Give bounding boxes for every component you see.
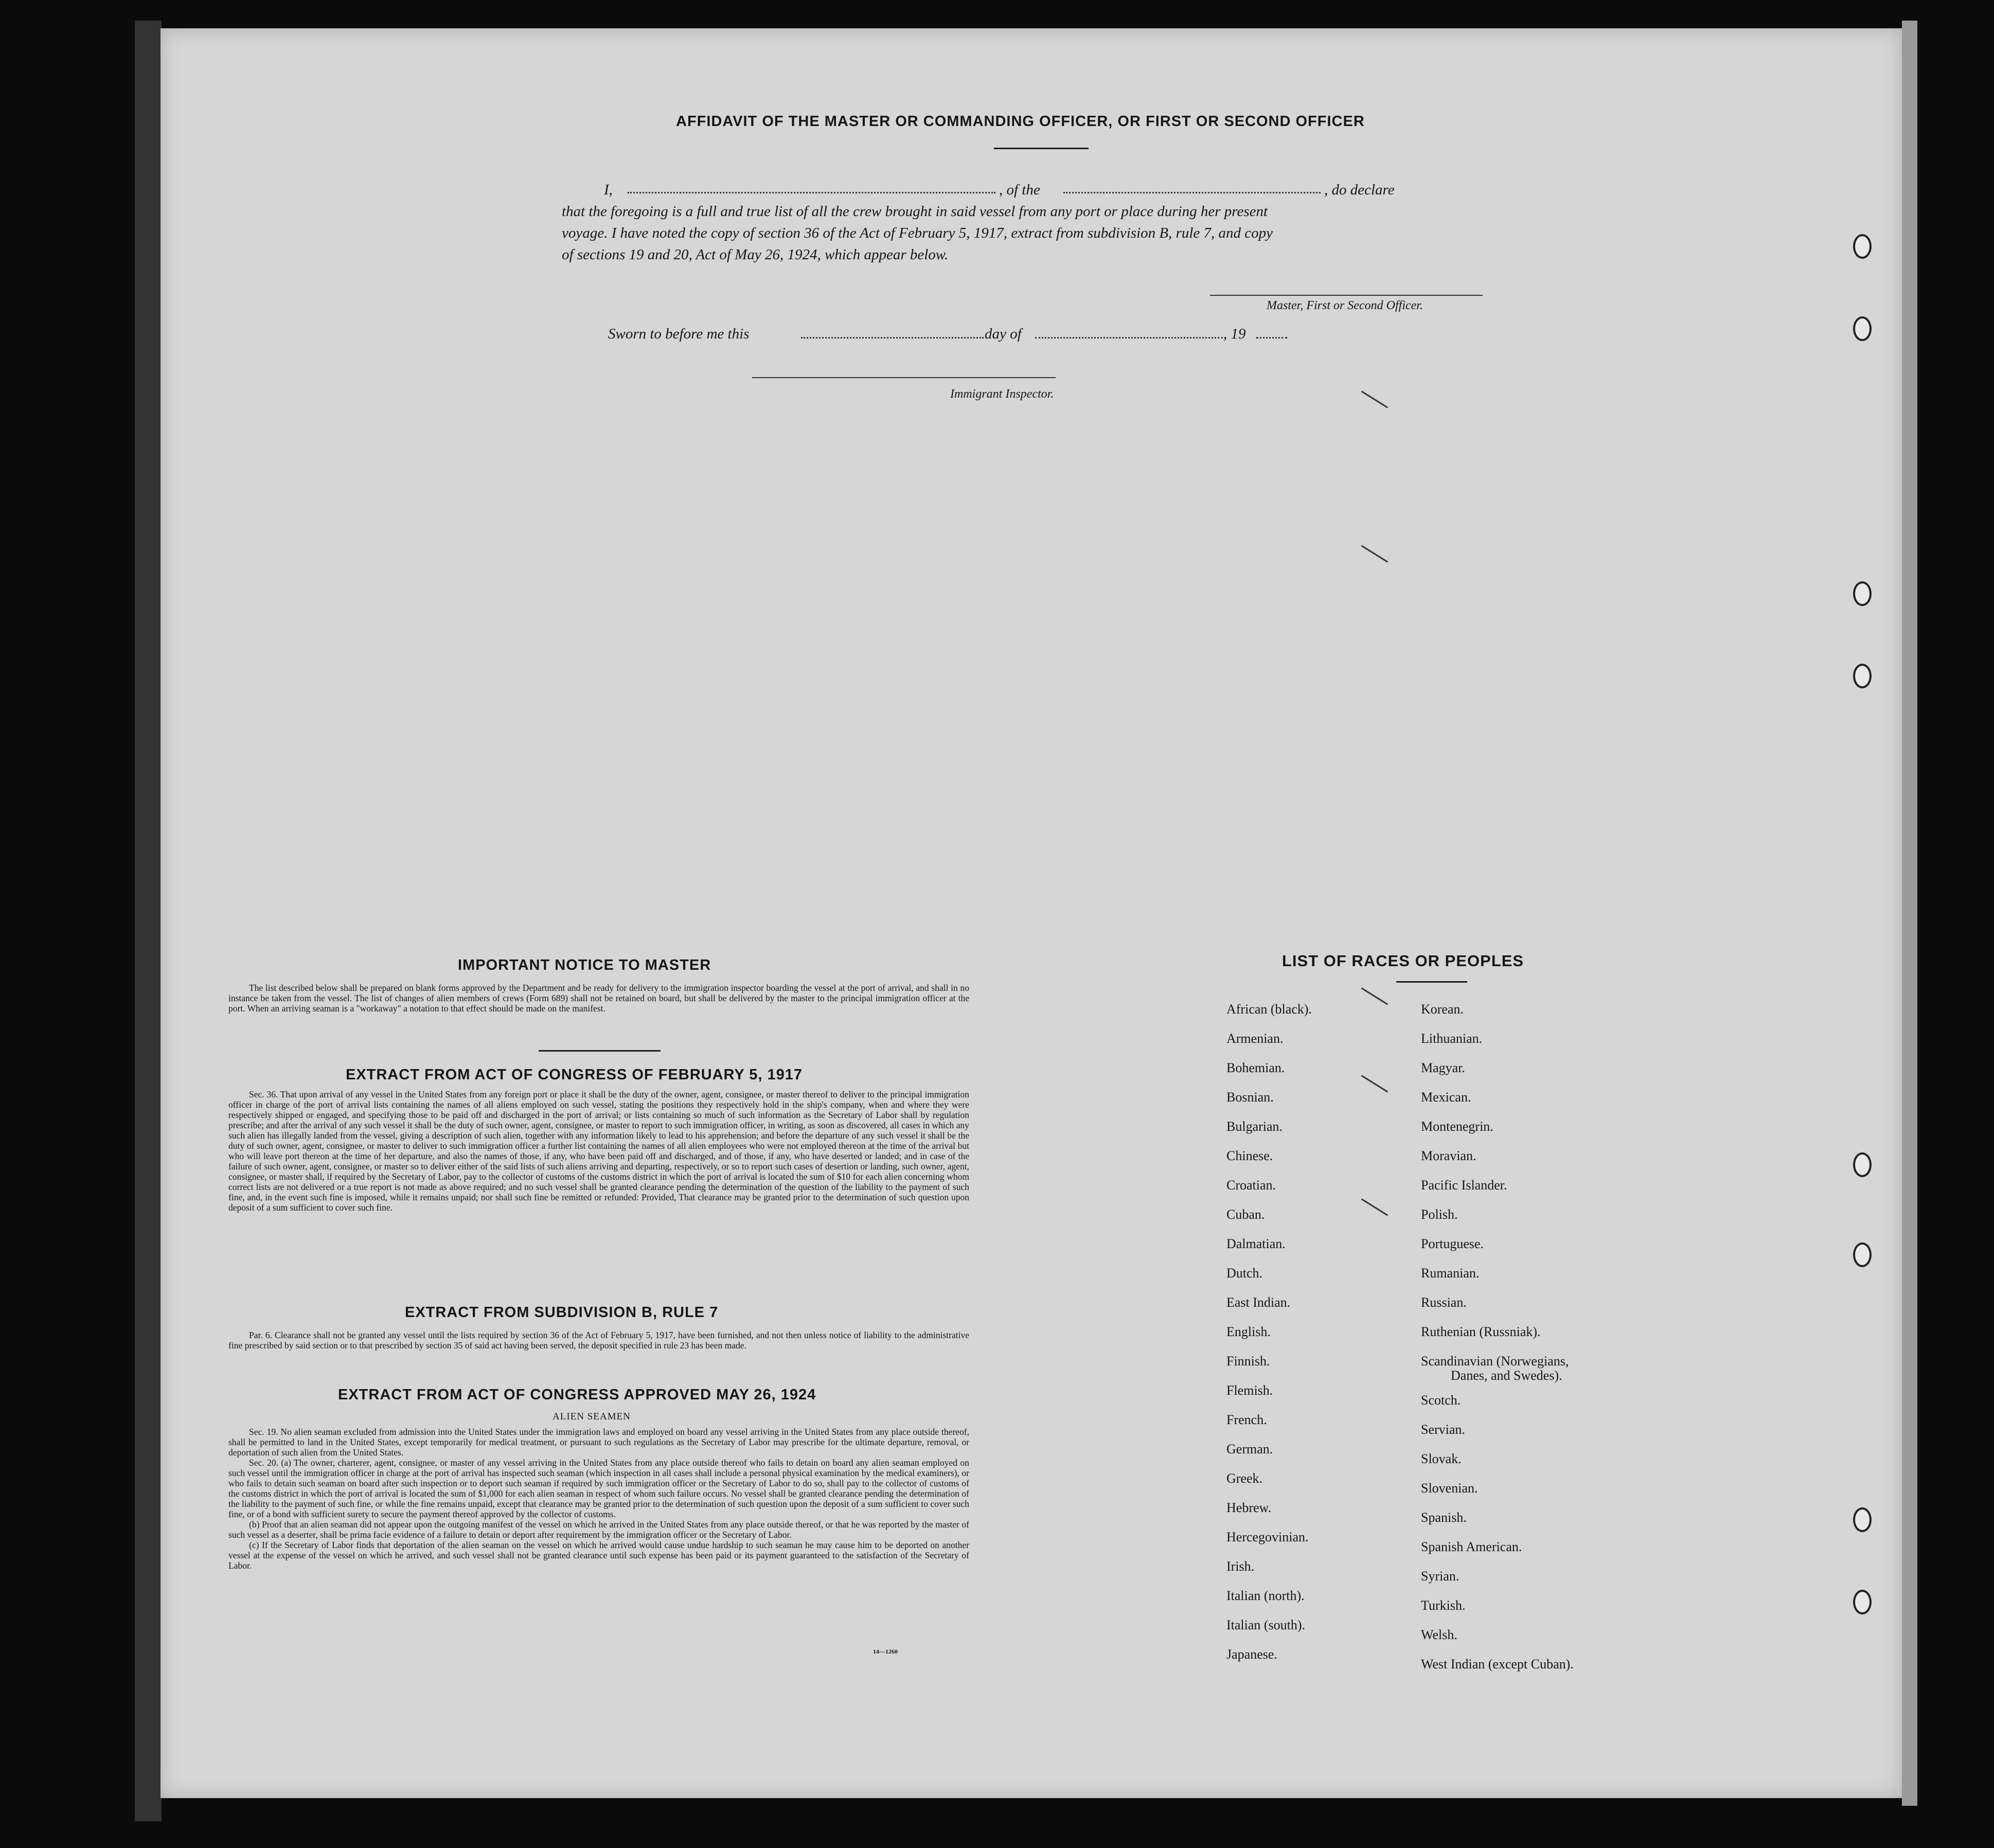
- sworn-text: Sworn to before me this: [608, 326, 750, 342]
- race-item: Korean.: [1421, 1002, 1464, 1017]
- race-item: Bulgarian.: [1226, 1119, 1283, 1134]
- race-item: Ruthenian (Russniak).: [1421, 1324, 1541, 1339]
- notice-text: [228, 983, 969, 1014]
- race-item: Russian.: [1421, 1295, 1467, 1310]
- form-number: 14—1260: [873, 1648, 898, 1655]
- race-item: Dalmatian.: [1226, 1236, 1286, 1251]
- sworn-year-field[interactable]: [1256, 337, 1287, 339]
- race-item: Dutch.: [1226, 1266, 1263, 1281]
- rule7-paragraph: Par. 6. Clearance shall not be granted any vessel until the lists required by section 36 of the Act of February 5, 1917, have been furnished, and not then unless notice of liability to the administrative fine prescribed by said section or to that prescribed by section 35 of said act having been served, the deposit specified in rule 23 has been made.: [228, 1330, 969, 1351]
- affidavit-title: AFFIDAVIT OF THE MASTER OR COMMANDING OFFICER, OR FIRST OR SECOND OFFICER: [676, 113, 1365, 130]
- affidavit-line1-of-the: , of the: [999, 182, 1040, 198]
- signature-line[interactable]: [1210, 295, 1483, 296]
- race-item: African (black).: [1226, 1002, 1312, 1017]
- race-item: Bosnian.: [1226, 1090, 1274, 1105]
- race-item: West Indian (except Cuban).: [1421, 1657, 1574, 1672]
- vessel-name-field[interactable]: [1063, 192, 1321, 193]
- inspector-label: Immigrant Inspector.: [950, 387, 1054, 401]
- race-item: Danes, and Swedes).: [1451, 1368, 1562, 1383]
- sec20c-paragraph: (c) If the Secretary of Labor finds that deportation of the alien seaman on the vessel on which he arrived would cause undue hardship to such seaman he may cause him to be deported on another vessel at the expense of the vessel on which he arrived, and such vessel shall not be granted clearance until such expense has been paid or its payment guaranteed to the satisfaction of the Secretary of Labor.: [228, 1540, 969, 1571]
- notice-rule: [539, 1050, 661, 1052]
- document-page: [161, 28, 1902, 1798]
- affidavit-body-line2: that the foregoing is a full and true list of all the crew brought in said vessel from any port or place during her present: [562, 203, 1268, 220]
- race-item: Greek.: [1226, 1471, 1263, 1486]
- affidavit-line1-i: I,: [604, 182, 613, 198]
- rule7-text: [228, 1330, 969, 1351]
- race-item: Lithuanian.: [1421, 1031, 1483, 1046]
- act-1917-paragraph: Sec. 36. That upon arrival of any vessel in the United States from any foreign port or place it shall be the duty of the owner, agent, consignee, or master thereof to deliver to the principal immigration officer in charge of the port of arrival lists containing the names of all aliens employed on such vessel, stating the positions they respectively hold in the ship's company, when and where they were respectively shipped or engaged, and specifying those to be paid off and discharged in the port of arrival; or lists containing so much of such information as the Secretary of Labor shall by regulation prescribe; and after the arrival of any such vessel it shall be the duty of such owner, agent, consignee, or master to report to such immigration officer, in writing, as soon as discovered, all cases in which any such alien has illegally landed from the vessel, giving a description of such alien, together with any information likely to lead to his apprehension; and before the departure of any such vessel it shall be the duty of such owner, agent, consignee, or master to deliver to such immigration officer a further list containing the names of all alien employees who were not employed thereon at the time of the arrival but who will leave port thereon at the time of her departure, and also the names of those, if any, who have been paid off and discharged, and of those, if any, who have deserted or landed; and in case of the failure of such owner, agent, consignee, or master so to deliver either of the said lists of such aliens arriving and departing, respectively, or so to report such cases of desertion or landing, such owner, agent, consignee, or master shall, if required by the Secretary of Labor, pay to the collector of customs of the customs district in which the port of arrival is located the sum of $10 for each alien concerning whom correct lists are not delivered or a true report is not made as above required; and no such vessel shall be granted clearance pending the determination of the question of the liability to the payment of such fine, and, in the event such fine is imposed, while it remains unpaid; nor shall such fine be remitted or refunded: Provided, That clearance may be granted prior to the determination of such question upon deposit of a sum sufficient to cover such fine.: [228, 1089, 969, 1213]
- race-item: Polish.: [1421, 1207, 1458, 1222]
- race-item: Syrian.: [1421, 1569, 1459, 1584]
- act-1924-text: [228, 1427, 969, 1571]
- race-item: Irish.: [1226, 1559, 1255, 1574]
- race-item: Slovenian.: [1421, 1481, 1478, 1496]
- signature-label: Master, First or Second Officer.: [1267, 299, 1423, 312]
- race-item: Moravian.: [1421, 1148, 1476, 1163]
- race-item: Turkish.: [1421, 1598, 1466, 1613]
- master-name-field[interactable]: [628, 192, 995, 193]
- race-item: Bohemian.: [1226, 1060, 1285, 1075]
- race-item: Hebrew.: [1226, 1500, 1272, 1515]
- race-item: Servian.: [1421, 1422, 1465, 1437]
- sworn-month-field[interactable]: [1035, 337, 1223, 339]
- race-item: Slovak.: [1421, 1451, 1462, 1466]
- page-edge: [1902, 21, 1917, 1806]
- races-title: LIST OF RACES OR PEOPLES: [1282, 952, 1524, 970]
- sworn-day-field[interactable]: [801, 337, 984, 339]
- race-item: Japanese.: [1226, 1647, 1277, 1662]
- sec20a-paragraph: Sec. 20. (a) The owner, charterer, agent, consignee, or master of any vessel arriving in the United States from any place outside thereof who fails to detain on board any alien seaman employed on such vessel until the immigration officer in charge at the port of arrival has inspected such seaman (which inspection in all cases shall include a personal physical examination by the medical examiners), or who fails to detain such seaman on board after such inspection or to deport such seaman if required by such immigration officer or the Secretary of Labor to do so, shall pay to the collector of customs of the customs district in which the port of arrival is located the sum of $1,000 for each alien seaman in respect of whom such failure occurs. No vessel shall be granted clearance pending the determination of the liability to the payment of such fine, or while the fine remains unpaid, except that clearance may be granted prior to the determination of such question upon the deposit of a sum sufficient to cover such fine, or of a bond with sufficient surety to secure the payment thereof approved by the collector of customs.: [228, 1458, 969, 1519]
- race-item: Italian (south).: [1226, 1618, 1306, 1632]
- race-item: Scandinavian (Norwegians,: [1421, 1354, 1569, 1369]
- inspector-signature-line[interactable]: [752, 377, 1056, 378]
- affidavit-title-rule: [994, 148, 1089, 149]
- affidavit-body-line4: of sections 19 and 20, Act of May 26, 1924, which appear below.: [562, 246, 949, 263]
- binding-strip: [135, 21, 162, 1821]
- race-item: Chinese.: [1226, 1148, 1273, 1163]
- race-item: Rumanian.: [1421, 1266, 1480, 1281]
- race-item: Armenian.: [1226, 1031, 1284, 1046]
- race-item: French.: [1226, 1412, 1267, 1427]
- affidavit-line1-declare: , do declare: [1324, 182, 1395, 198]
- race-item: Mexican.: [1421, 1090, 1471, 1105]
- sworn-year-prefix: , 19: [1223, 326, 1246, 342]
- notice-paragraph: The list described below shall be prepared on blank forms approved by the Department and be ready for delivery to the immigration inspector boarding the vessel at the port of arrival, and shall in no instance be taken from the vessel. The list of changes of alien members of crews (Form 689) shall not be retained on board, but shall be delivered by the master to the principal immigration officer at the port. When an arriving seaman is a "workaway" a notation to that effect should be made on the manifest.: [228, 983, 969, 1014]
- race-item: Croatian.: [1226, 1178, 1276, 1193]
- race-item: Montenegrin.: [1421, 1119, 1493, 1134]
- race-item: Finnish.: [1226, 1354, 1270, 1369]
- race-item: Cuban.: [1226, 1207, 1265, 1222]
- races-rule: [1396, 981, 1467, 983]
- sec20b-paragraph: (b) Proof that an alien seaman did not appear upon the outgoing manifest of the vessel on which he arrived in the United States from any place outside thereof, or that he was reported by the master of such vessel as a deserter, shall be prima facie evidence of a failure to detain or deport after requirement by the immigration officer or the Secretary of Labor.: [228, 1519, 969, 1540]
- act-1924-title: EXTRACT FROM ACT OF CONGRESS APPROVED MAY 26, 1924: [338, 1387, 816, 1403]
- race-item: Spanish.: [1421, 1510, 1467, 1525]
- notice-title: IMPORTANT NOTICE TO MASTER: [458, 957, 711, 973]
- race-item: Portuguese.: [1421, 1236, 1484, 1251]
- race-item: Hercegovinian.: [1226, 1530, 1309, 1544]
- race-item: Italian (north).: [1226, 1588, 1305, 1603]
- sworn-day-of: day of: [985, 326, 1022, 342]
- race-item: East Indian.: [1226, 1295, 1291, 1310]
- race-item: Scotch.: [1421, 1393, 1461, 1408]
- act-1917-text: [228, 1089, 969, 1213]
- race-item: English.: [1226, 1324, 1271, 1339]
- affidavit-body-line3: voyage. I have noted the copy of section 36 of the Act of February 5, 1917, extract from subdivision B, rule 7, and copy: [562, 225, 1273, 241]
- rule7-title: EXTRACT FROM SUBDIVISION B, RULE 7: [405, 1304, 719, 1321]
- act-1924-subtitle: ALIEN SEAMEN: [553, 1411, 631, 1422]
- race-item: Pacific Islander.: [1421, 1178, 1507, 1193]
- act-1917-title: EXTRACT FROM ACT OF CONGRESS OF FEBRUARY 5, 1917: [346, 1067, 803, 1083]
- race-item: Flemish.: [1226, 1383, 1273, 1398]
- sec19-paragraph: Sec. 19. No alien seaman excluded from admission into the United States under the immigration laws and employed on board any vessel arriving in the United States from any place outside thereof, shall be permitted to land in the United States, except temporarily for medical treatment, or pursuant to such regulations as the Secretary of Labor may prescribe for the ultimate departure, removal, or deportation of such alien from the United States.: [228, 1427, 969, 1458]
- race-item: Welsh.: [1421, 1627, 1457, 1642]
- race-item: Magyar.: [1421, 1060, 1465, 1075]
- race-item: Spanish American.: [1421, 1539, 1522, 1554]
- race-item: German.: [1226, 1442, 1273, 1456]
